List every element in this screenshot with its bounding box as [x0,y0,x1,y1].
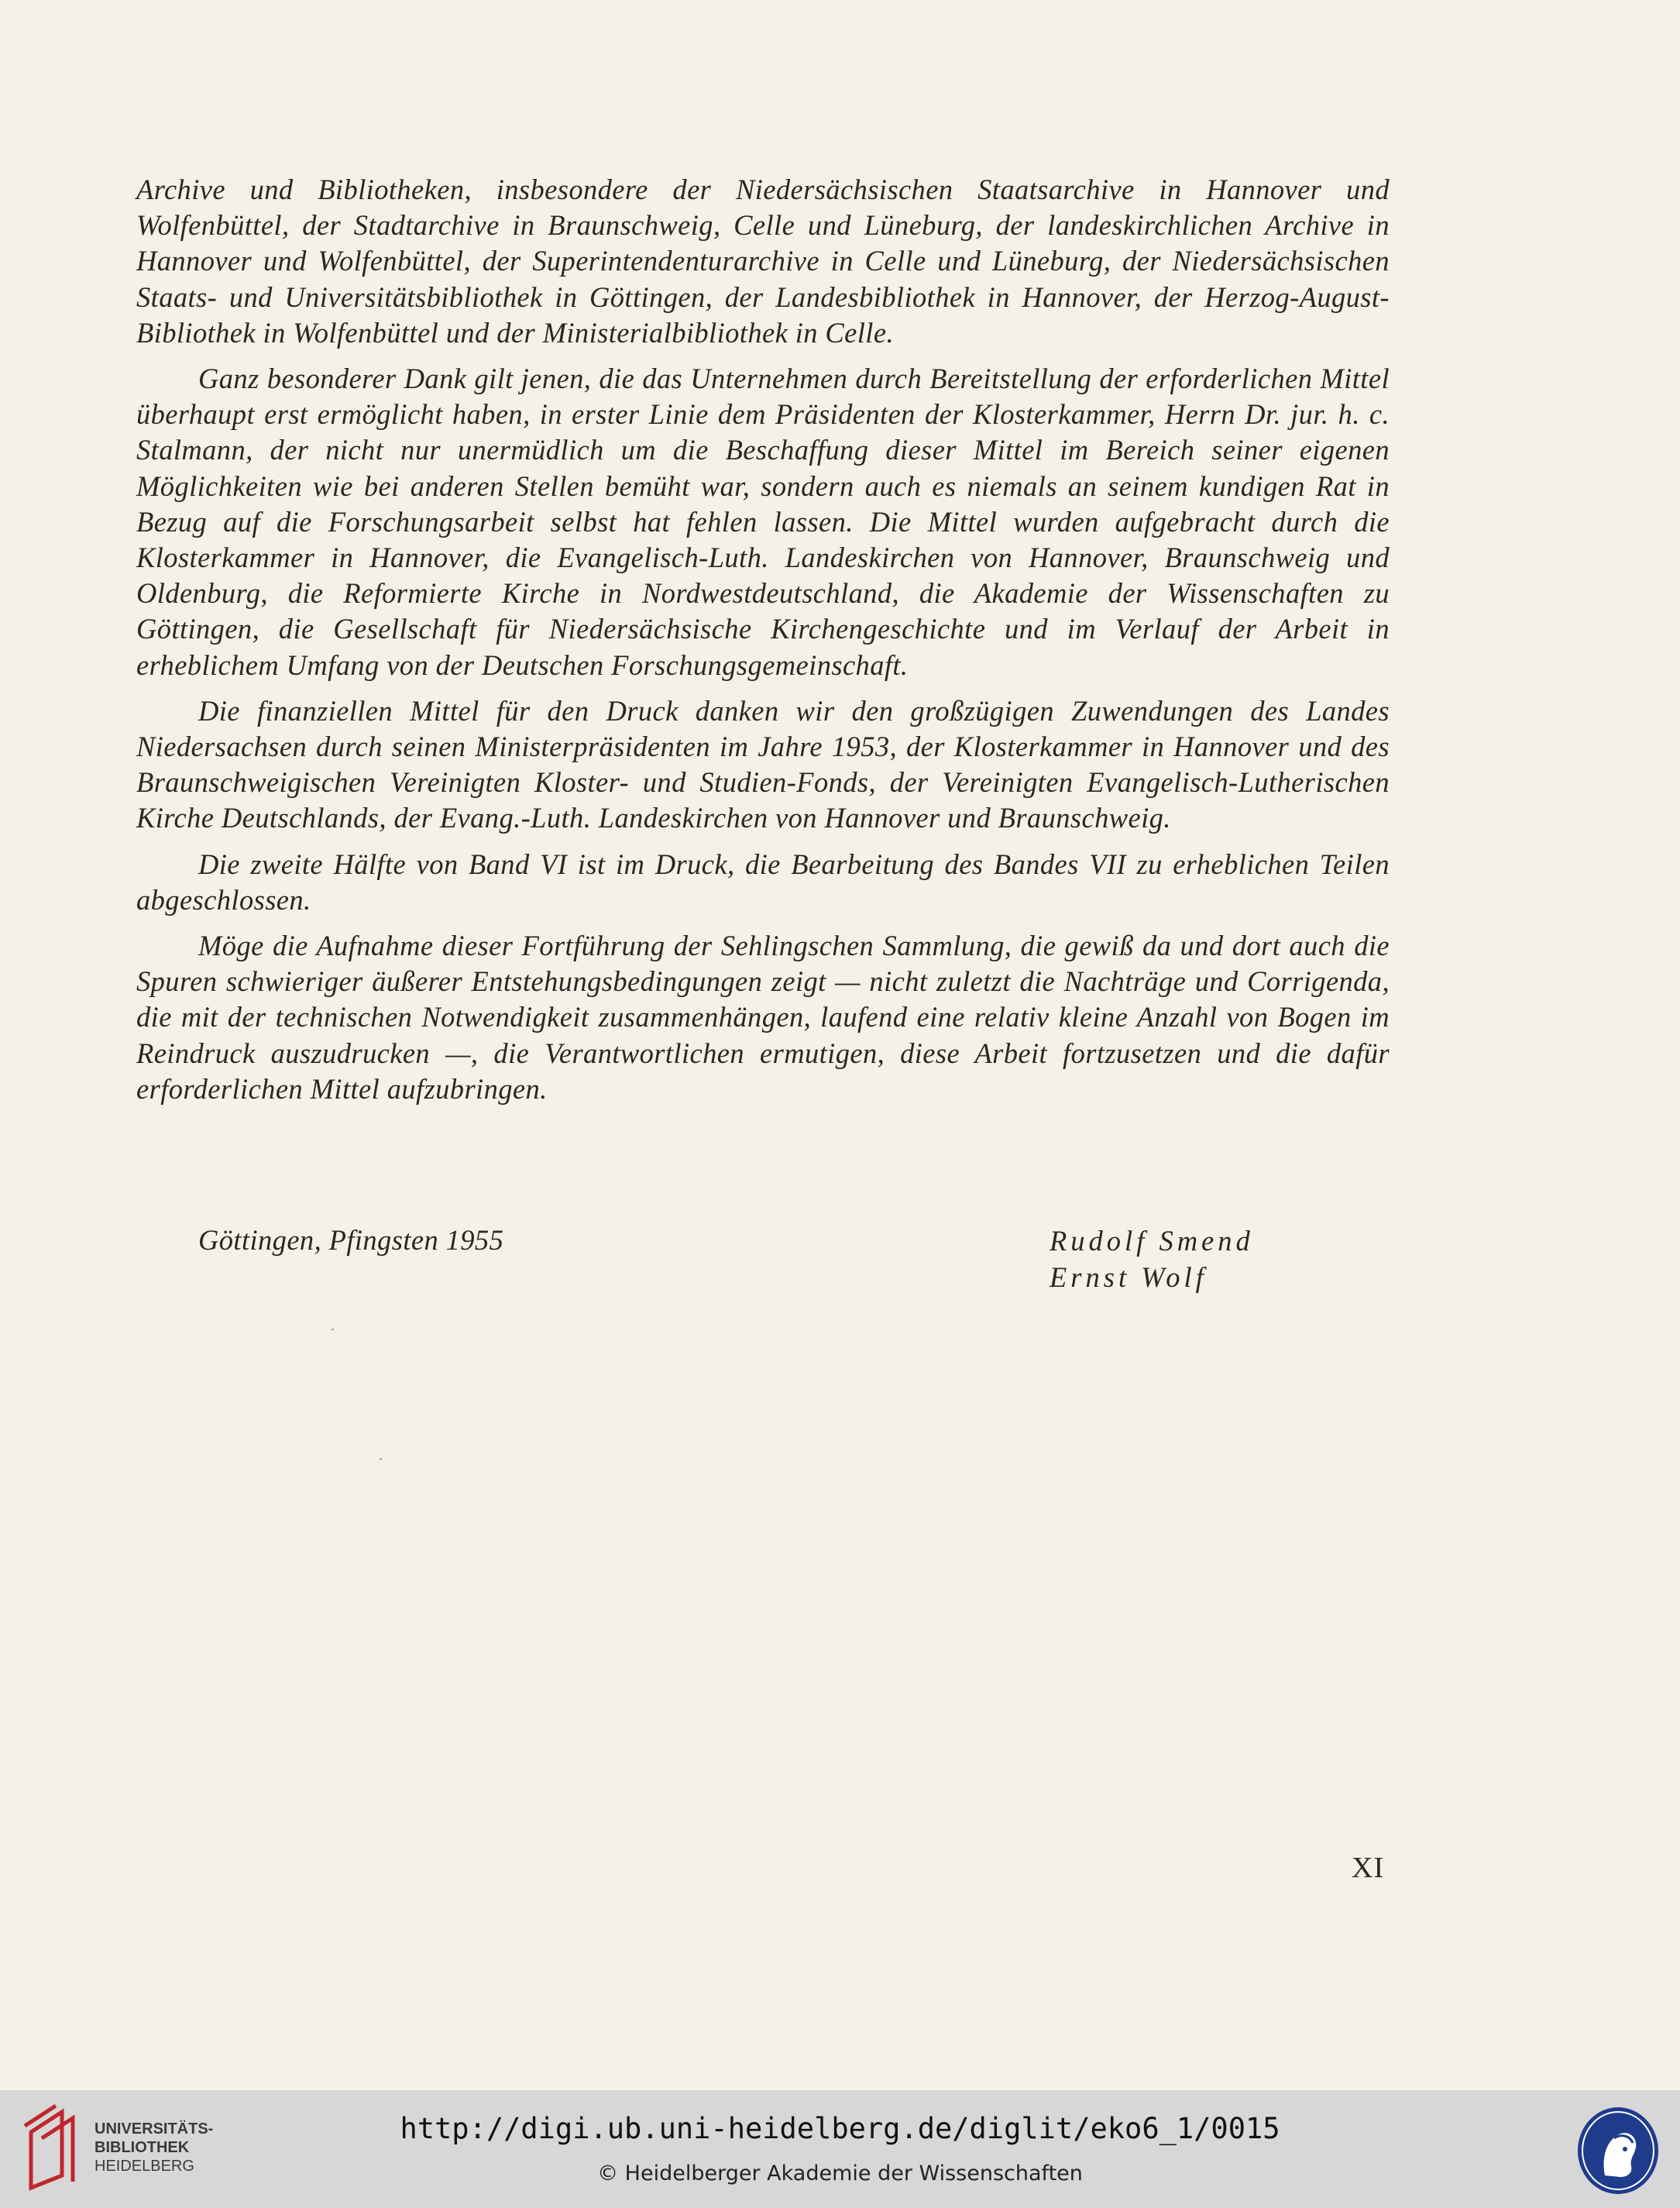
paper-speck [332,1329,334,1330]
paragraph-closing: Möge die Aufnahme dieser Fortführung der Sehlingschen Sammlung, die gewiß da und dort auch die Spuren schwieriger äußerer Entstehungsbedingungen zeigt — nicht zuletzt die Nachträge und Corrigenda, die mit der technischen Notwendigkeit zusammenhängen, laufend eine relativ kleine Anzahl von Bogen im Reindruck auszudrucken —, die Verantwortlichen ermutigen, diese Arbeit fortzusetzen und die dafür erforderlichen Mittel aufzubringen. [136,930,1390,1105]
signature-name-smend: Rudolf Smend [1050,1225,1254,1257]
footer-bar [0,2090,1680,2208]
body-text [136,172,1390,1107]
paragraph-thanks: Ganz besonderer Dank gilt jenen, die das Unternehmen durch Bereitstellung der erforderlichen Mittel überhaupt erst ermöglicht haben, in erster Linie dem Präsidenten der Klosterkammer, Herrn Dr. jur. h. c. Stalmann, der nicht nur unermüdlich um die Beschaffung dieser Mittel im Bereich seiner eigenen Möglichkeiten wie bei anderen Stellen bemüht war, sondern auch es niemals an seinem kundigen Rat in Bezug auf die Forschungsarbeit selbst hat fehlen lassen. Die Mittel wurden aufgebracht durch die Klosterkammer in Hannover, die Evangelisch-Luth. Landeskirchen von Hannover, Braunschweig und Oldenburg, die Reformierte Kirche in Nordwestdeutschland, die Akademie der Wissenschaften zu Göttingen, die Gesellschaft für Niedersächsische Kirchengeschichte und im Verlauf der Arbeit in erheblichem Umfang von der Deutschen Forschungsgemeinschaft. [136,363,1390,681]
logo-line-2: BIBLIOTHEK [94,2139,190,2156]
signature-names [1050,1223,1254,1295]
logo-line-1: UNIVERSITÄTS- [94,2120,214,2137]
paper-speck [380,1458,382,1460]
permalink-url[interactable]: http://digi.ub.uni-heidelberg.de/diglit/eko6_1/0015 [400,2112,1280,2145]
page-number: XI [1352,1852,1385,1884]
copyright-notice: © Heidelberger Akademie der Wissenschaften [597,2162,1083,2186]
paragraph-continuation: Archive und Bibliotheken, insbesondere der Niedersächsischen Staatsarchive in Hannover und Wolfenbüttel, der Stadtarchive in Braunschweig, Celle und Lüneburg, der landeskirchlichen Archive in Hannover und Wolfenbüttel, der Superintendenturarchive in Celle und Lüneburg, der Niedersächsischen Staats- und Universitätsbibliothek in Göttingen, der Landesbibliothek in Hannover, der Herzog-August-Bibliothek in Wolfenbüttel und der Ministerialbibliothek in Celle. [136,174,1390,349]
academy-seal-icon[interactable] [1574,2104,1662,2197]
signature-name-wolf: Ernst Wolf [1050,1261,1208,1293]
signature-place-date: Göttingen, Pfingsten 1955 [198,1224,504,1256]
paragraph-funding: Die finanziellen Mittel für den Druck danken wir den großzügigen Zuwendungen des Landes Niedersachsen durch seinen Ministerpräsidenten im Jahre 1953, der Klosterkammer in Hannover und des Braunschweigischen Vereinigten Kloster- und Studien-Fonds, der Vereinigten Evangelisch-Lutherischen Kirche Deutschlands, der Evang.-Luth. Landeskirchen von Hannover und Braunschweig. [136,694,1390,834]
logo-line-3: HEIDELBERG [94,2158,194,2175]
paragraph-progress: Die zweite Hälfte von Band VI ist im Druck, die Bearbeitung des Bandes VII zu erheblichen Teilen abgeschlossen. [136,848,1390,916]
